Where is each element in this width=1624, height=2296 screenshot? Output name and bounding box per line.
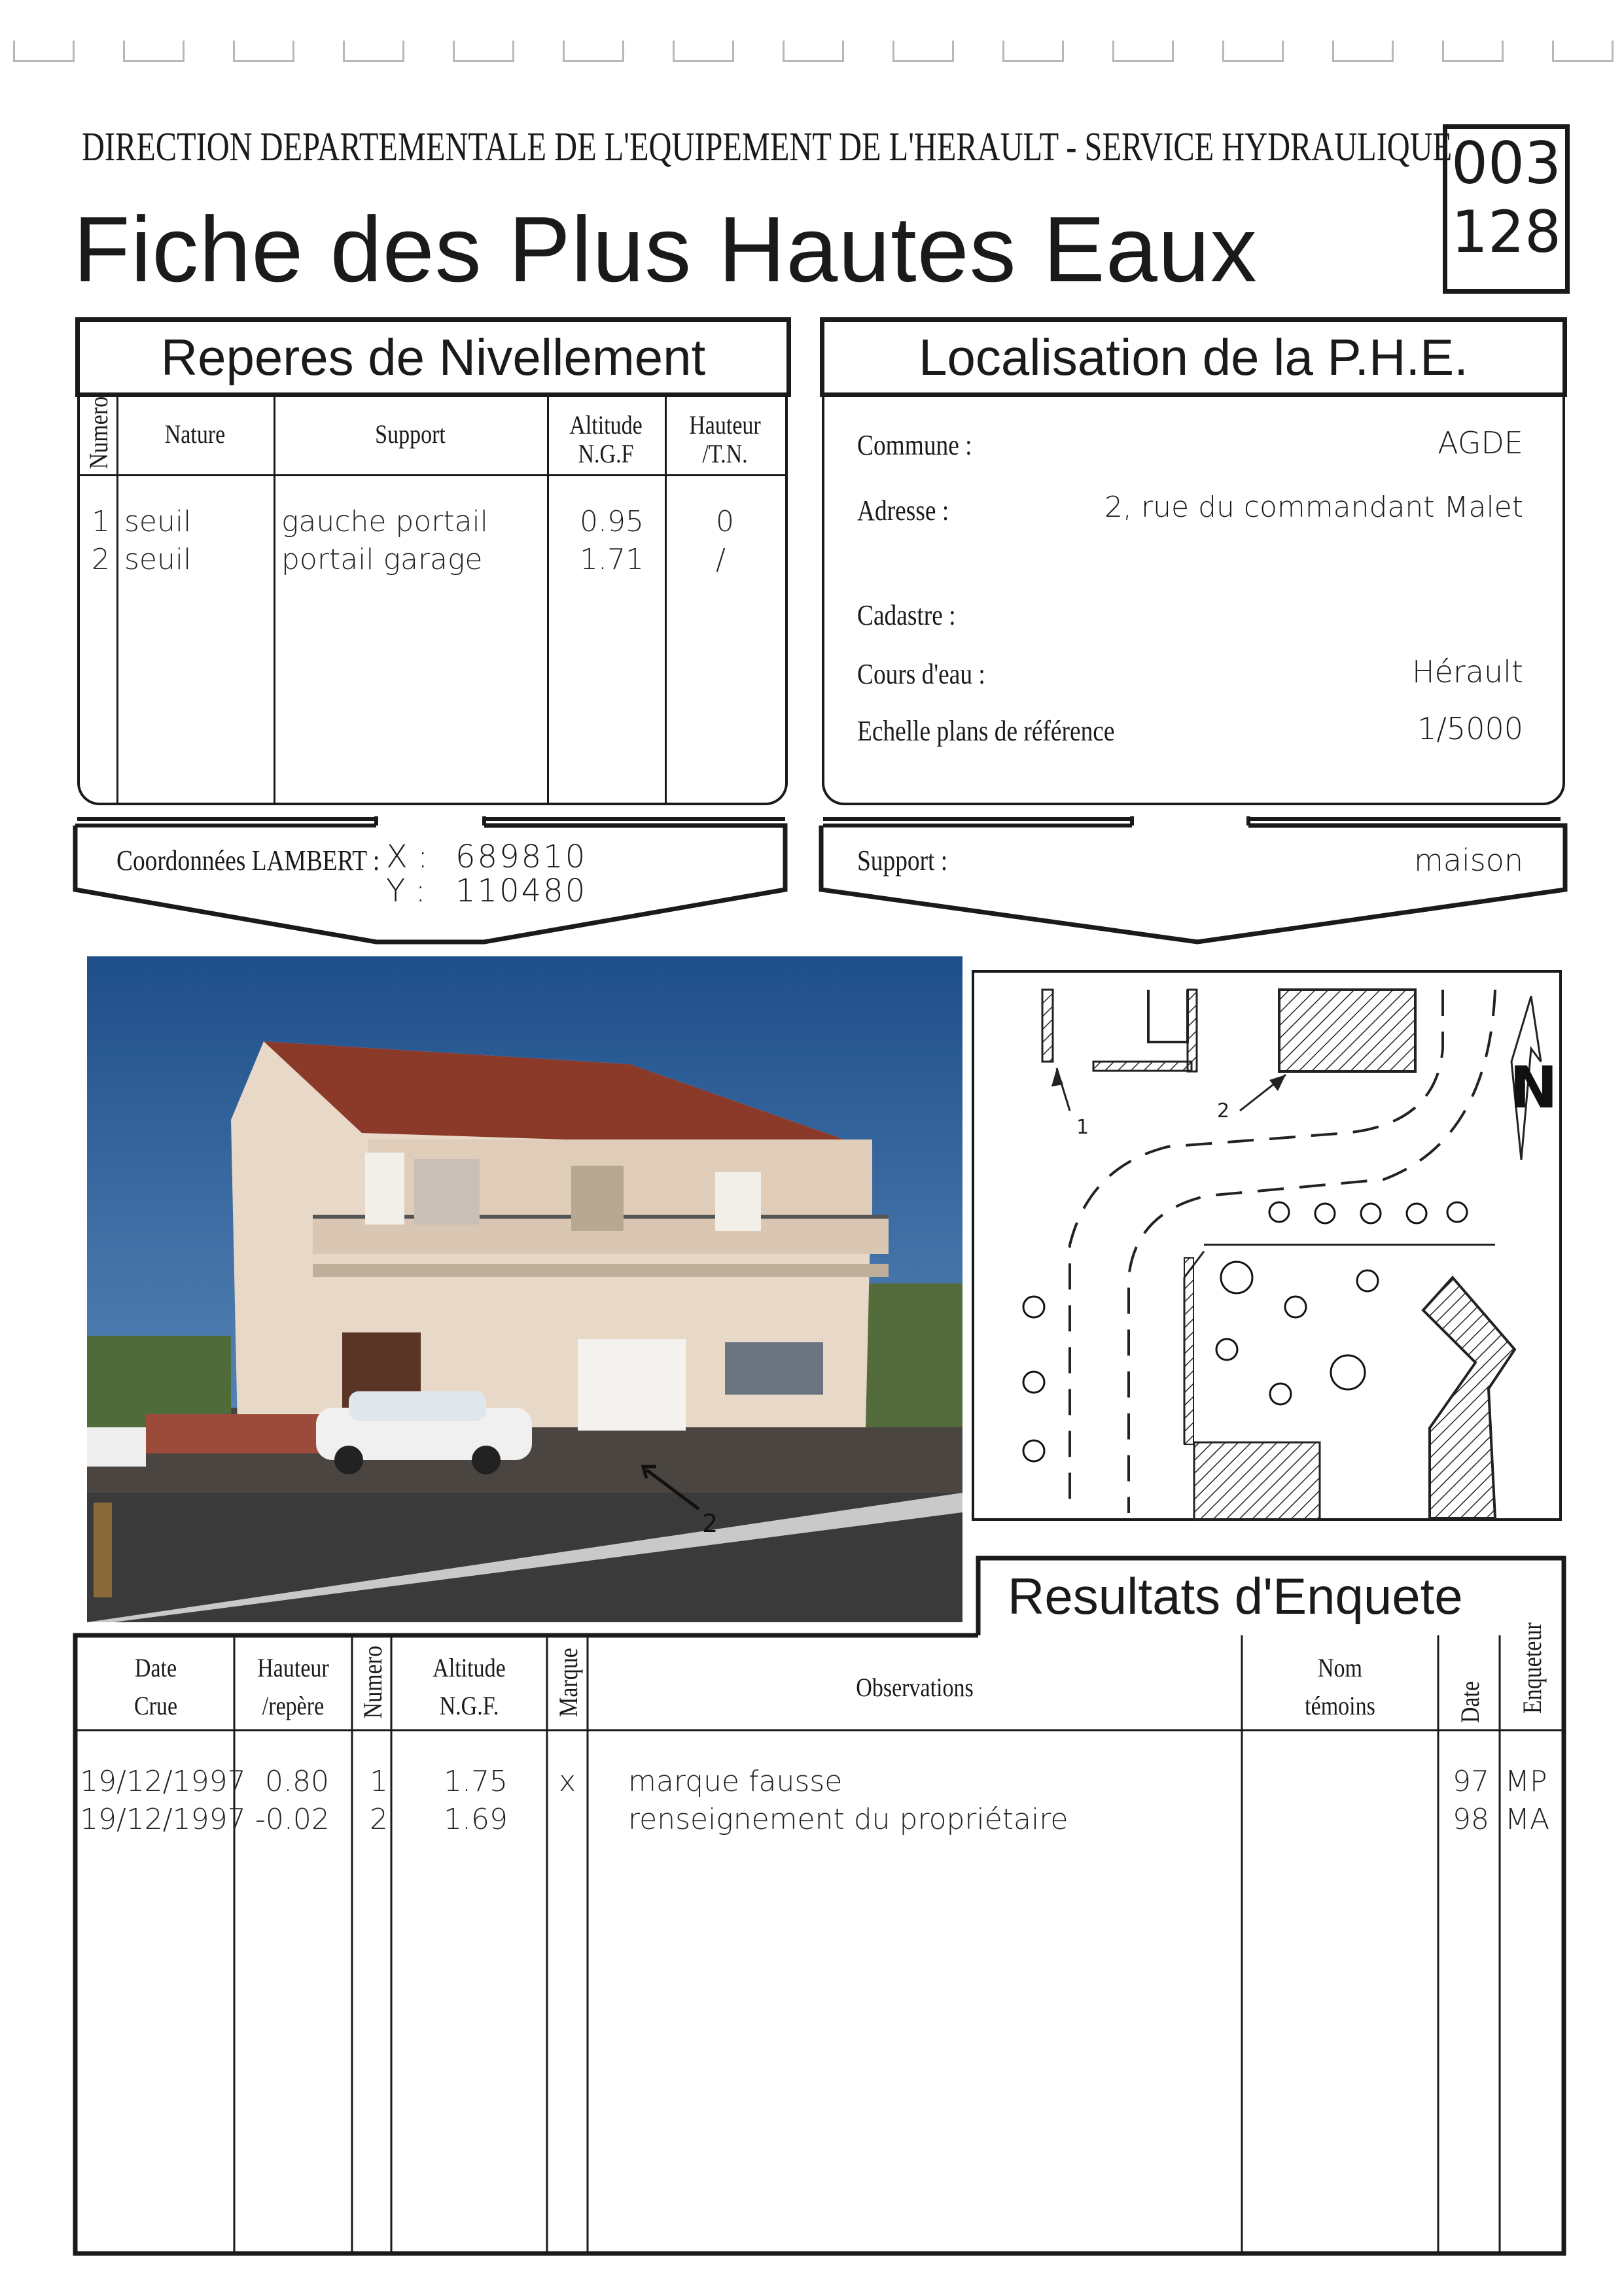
col-date-crue-header: Date Crue [133, 1653, 178, 1720]
photo-marker: 2 [702, 1509, 718, 1538]
x-value: 689810 [455, 839, 588, 875]
sheet-id-bottom: 128 [1451, 198, 1561, 266]
reperes-title: Reperes de Nivellement [75, 317, 791, 397]
x-label: X : [386, 839, 429, 875]
col-support-header: Support [375, 419, 446, 449]
y-value: 110480 [455, 873, 588, 909]
col-altitude-ngf-header: Altitude N.G.F. [432, 1653, 506, 1720]
agency-header: DIRECTION DEPARTEMENTALE DE L'EQUIPEMENT DE L'HERAULT - SERVICE HYDRAULIQUE [82, 125, 1453, 169]
col-nature-header: Nature [164, 419, 226, 449]
col-observations-header: Observations [856, 1673, 974, 1702]
plan-marker-1: 1 [1076, 1116, 1089, 1139]
y-label: Y : [386, 873, 426, 909]
commune-value: AGDE [1438, 425, 1523, 461]
sheet-id-top: 003 [1451, 130, 1561, 197]
localisation-title: Localisation de la P.H.E. [820, 317, 1567, 397]
commune-label: Commune : [857, 429, 972, 461]
support-value: maison [1413, 843, 1523, 878]
echelle-value: 1/5000 [1417, 711, 1523, 746]
support-label: Support : [857, 844, 948, 877]
coords-label: Coordonnées LAMBERT : [116, 844, 380, 877]
adresse-value: 2, rue du commandant Malet [1104, 491, 1523, 524]
echelle-label: Echelle plans de référence [857, 715, 1115, 747]
col-hauteur-header: Hauteur /T.N. [689, 410, 761, 468]
cours-label: Cours d'eau : [857, 658, 985, 690]
resultats-title: Resultats d'Enquete [1008, 1567, 1463, 1625]
col-marque-header: Marque [554, 1648, 583, 1717]
col-nom-temoins-header: Nom témoins [1305, 1653, 1375, 1720]
page-title: Fiche des Plus Hautes Eaux [73, 198, 1258, 302]
plan-marker-2: 2 [1217, 1100, 1230, 1122]
col-enqueteur-header: Enqueteur [1517, 1622, 1547, 1714]
north-icon: N [1509, 1054, 1558, 1121]
cours-value: Hérault [1412, 654, 1523, 689]
col-numero-header: Numero [84, 396, 113, 470]
col-altitude-header: Altitude N.G.F [569, 410, 643, 468]
adresse-label: Adresse : [857, 495, 949, 527]
col-hauteur-repere-header: Hauteur /repère [257, 1653, 329, 1720]
col-date-header: Date [1455, 1680, 1485, 1724]
cadastre-label: Cadastre : [857, 599, 956, 631]
col-numero-header: Numero [358, 1645, 387, 1719]
